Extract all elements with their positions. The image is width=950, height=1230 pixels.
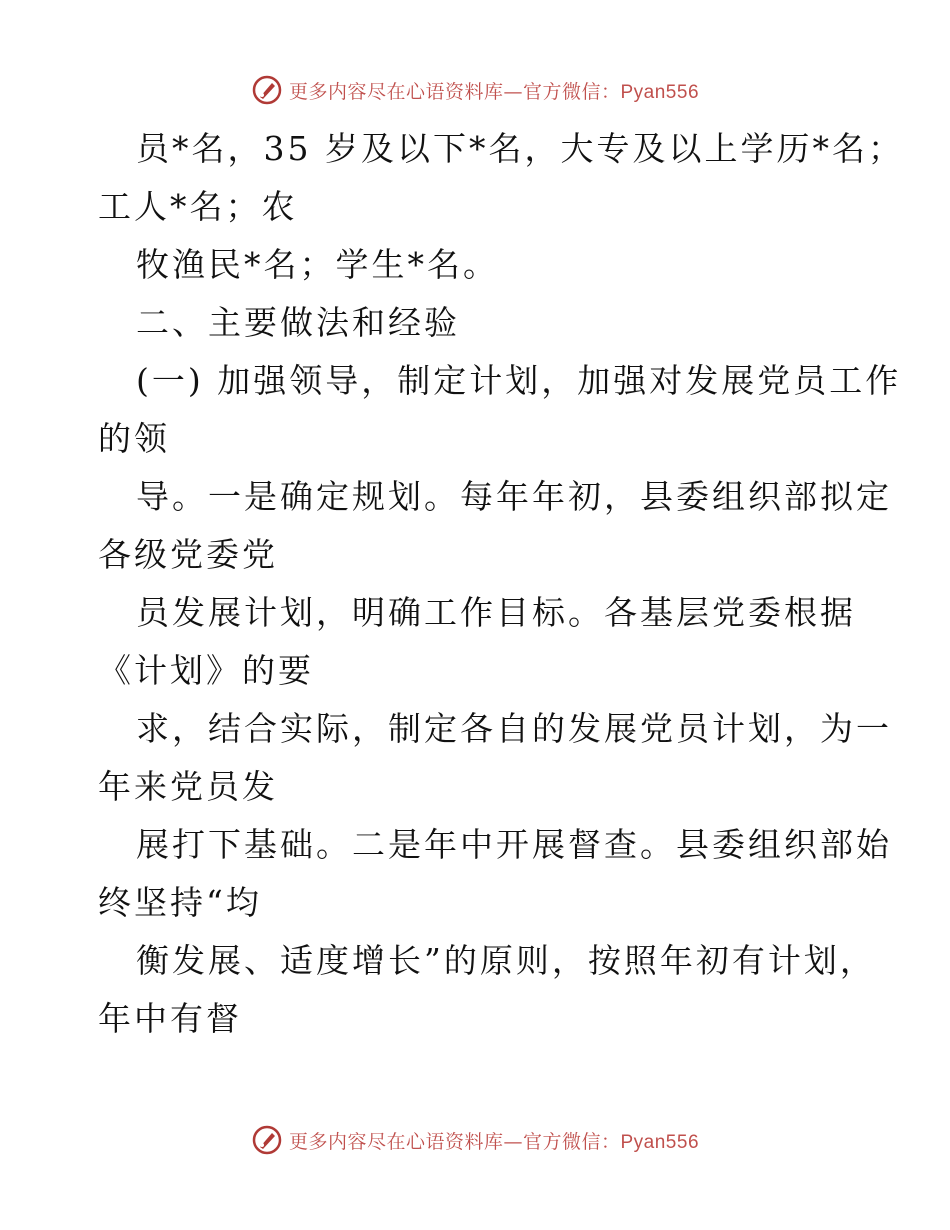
pen-seal-icon: [251, 74, 283, 106]
header-watermark: [0, 70, 950, 110]
watermark-text: 更多内容尽在心语资料库—官方微信：Pyan556: [288, 80, 700, 103]
footer-watermark: [0, 1120, 950, 1160]
text-line: 员*名，35 岁及以下*名，大专及以上学历*名；: [136, 129, 904, 168]
watermark-text: 更多内容尽在心语资料库—官方微信：Pyan556: [288, 1130, 700, 1153]
text-line: 员发展计划，明确工作目标。各基层党委根据: [136, 593, 856, 632]
text-line: 的领: [98, 419, 170, 458]
text-line: 各级党委党: [98, 535, 278, 574]
text-line: 展打下基础。二是年中开展督查。县委组织部始: [136, 825, 892, 864]
text-line: 年来党员发: [98, 767, 278, 806]
text-line: 牧渔民*名；学生*名。: [136, 245, 499, 284]
document-body: [98, 120, 904, 1048]
subsection-heading: (一) 加强领导，制定计划，加强对发展党员工作: [136, 361, 902, 400]
text-line: 工人*名；农: [98, 187, 298, 226]
text-line: 年中有督: [98, 999, 242, 1038]
pen-seal-icon: [251, 1124, 283, 1156]
section-heading: 二、主要做法和经验: [136, 303, 460, 342]
text-line: 终坚持“均: [98, 883, 262, 922]
text-line: 衡发展、适度增长”的原则，按照年初有计划，: [136, 941, 876, 980]
text-line: 《计划》的要: [98, 651, 314, 690]
text-line: 导。一是确定规划。每年年初，县委组织部拟定: [136, 477, 892, 516]
text-line: 求，结合实际，制定各自的发展党员计划，为一: [136, 709, 892, 748]
